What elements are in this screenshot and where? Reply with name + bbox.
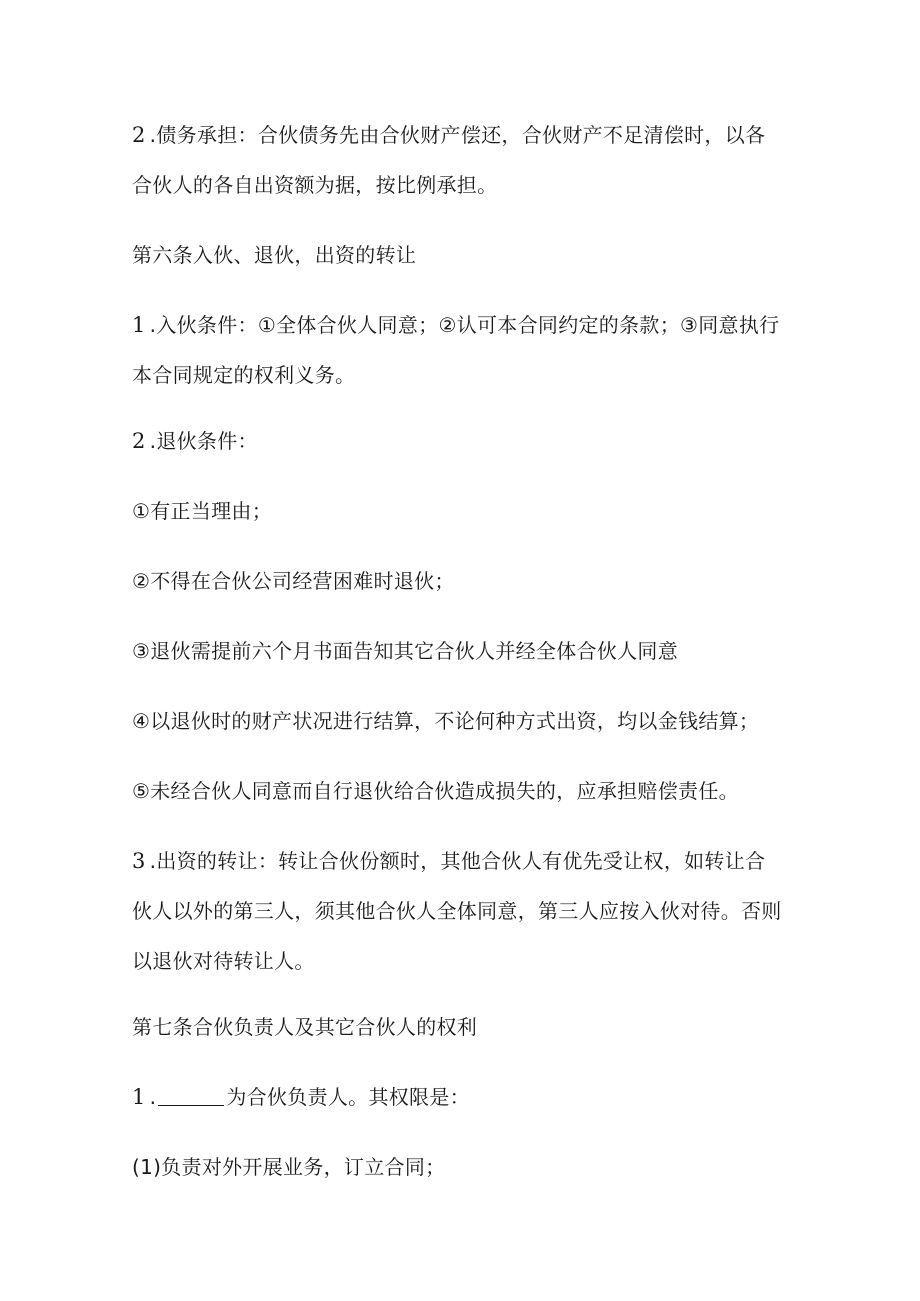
list-item-no-withdrawal-in-difficulty: ②不得在合伙公司经营困难时退伙； (132, 569, 455, 593)
clause-number: 2 (132, 429, 146, 453)
clause-number: 3 (132, 849, 146, 873)
article-seven-heading: 第七条合伙负责人及其它合伙人的权利 (132, 1015, 478, 1039)
paragraph-text: .退伙条件： (149, 429, 258, 453)
article-six-heading: 第六条入伙、退伙，出资的转让 (132, 243, 417, 267)
list-item-six-month-notice: ③退伙需提前六个月书面告知其它合伙人并经全体合伙人同意 (132, 639, 679, 663)
paragraph-debt-liability (132, 110, 782, 210)
paragraph-withdrawal-conditions (132, 416, 782, 466)
list-item-external-business: (1)负责对外开展业务，订立合同； (132, 1155, 446, 1179)
list-item-cash-settlement: ④以退伙时的财产状况进行结算，不论何种方式出资，均以金钱结算； (132, 709, 760, 733)
clause-number: 1 (132, 313, 146, 337)
clause-number: 1 (132, 1085, 146, 1109)
clause-prefix: . (149, 1085, 157, 1109)
fill-in-blank (158, 1085, 224, 1106)
list-item-compensation: ⑤未经合伙人同意而自行退伙给合伙造成损失的，应承担赔偿责任。 (132, 779, 739, 803)
paragraph-text: .债务承担：合伙债务先由合伙财产偿还，合伙财产不足清偿时，以各合伙人的各自出资额为据，按比例承担。 (132, 123, 766, 197)
paragraph-responsible-partner (132, 1072, 782, 1122)
paragraph-admission-conditions (132, 300, 782, 400)
clause-number: 2 (132, 123, 146, 147)
list-item-legitimate-reason: ①有正当理由； (132, 499, 273, 523)
paragraph-text: .出资的转让：转让合伙份额时，其他合伙人有优先受让权，如转让合伙人以外的第三人，须其他合伙人全体同意，第三人应按入伙对待。否则以退伙对待转让人。 (132, 849, 782, 973)
paragraph-text: 为合伙负责人。其权限是： (226, 1085, 470, 1109)
paragraph-share-transfer (132, 836, 782, 986)
paragraph-text: .入伙条件：①全体合伙人同意；②认可本合同约定的条款；③同意执行本合同规定的权利义务。 (132, 313, 780, 387)
